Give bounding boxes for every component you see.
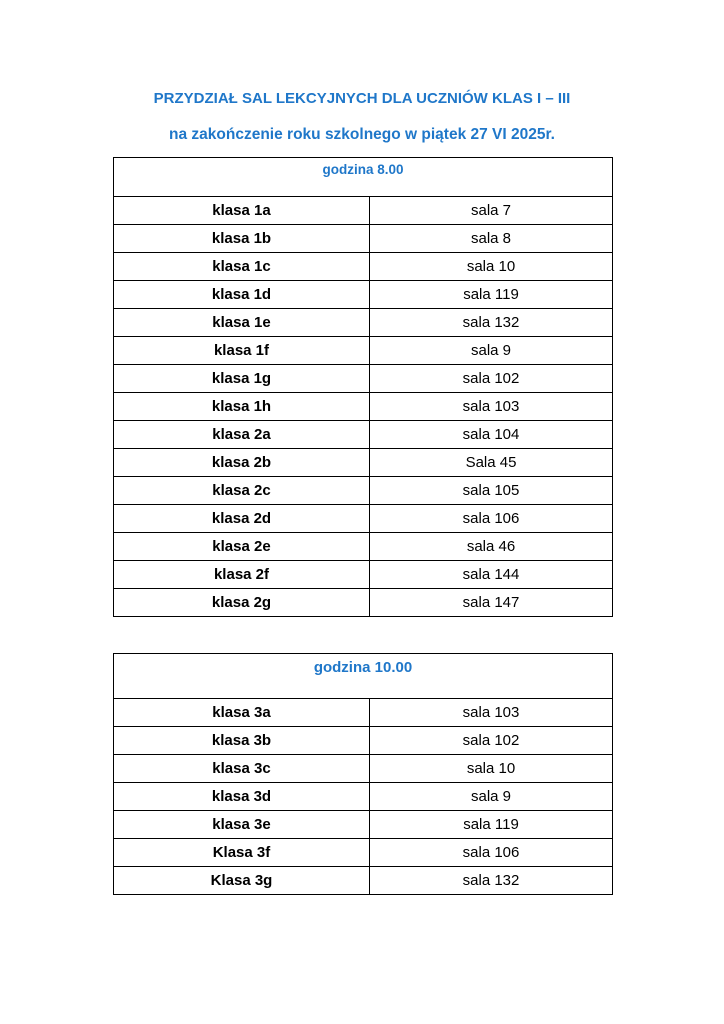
class-name-cell: klasa 1c	[114, 253, 370, 281]
room-cell: sala 106	[370, 839, 613, 867]
class-name-cell: klasa 3c	[114, 755, 370, 783]
table-row	[114, 253, 613, 281]
room-cell: sala 147	[370, 589, 613, 617]
class-name-cell: klasa 3d	[114, 783, 370, 811]
room-cell: sala 119	[370, 811, 613, 839]
room-cell: sala 106	[370, 505, 613, 533]
table-row	[114, 533, 613, 561]
class-name-cell: klasa 1h	[114, 393, 370, 421]
room-cell: sala 10	[370, 253, 613, 281]
class-name-cell: klasa 1b	[114, 225, 370, 253]
class-name-cell: klasa 2c	[114, 477, 370, 505]
room-cell: sala 10	[370, 755, 613, 783]
class-name-cell: klasa 1g	[114, 365, 370, 393]
class-name-cell: klasa 1f	[114, 337, 370, 365]
room-cell: sala 103	[370, 699, 613, 727]
room-cell: sala 102	[370, 727, 613, 755]
class-name-cell: klasa 2d	[114, 505, 370, 533]
table-row	[114, 449, 613, 477]
class-name-cell: klasa 1d	[114, 281, 370, 309]
class-name-cell: klasa 1e	[114, 309, 370, 337]
room-cell: sala 46	[370, 533, 613, 561]
room-cell: sala 9	[370, 337, 613, 365]
table-row	[114, 393, 613, 421]
room-cell: sala 102	[370, 365, 613, 393]
session-header-row	[114, 158, 613, 197]
table-row	[114, 337, 613, 365]
table-row	[114, 589, 613, 617]
session-hour: godzina 10.00	[114, 654, 613, 699]
table-row	[114, 505, 613, 533]
room-cell: sala 132	[370, 309, 613, 337]
class-name-cell: klasa 3a	[114, 699, 370, 727]
class-name-cell: Klasa 3g	[114, 867, 370, 895]
session-table-8	[113, 157, 613, 617]
class-name-cell: Klasa 3f	[114, 839, 370, 867]
session-hour: godzina 8.00	[114, 158, 613, 197]
class-name-cell: klasa 2a	[114, 421, 370, 449]
table-row	[114, 867, 613, 895]
table-row	[114, 755, 613, 783]
table-row	[114, 309, 613, 337]
room-cell: sala 105	[370, 477, 613, 505]
room-cell: sala 132	[370, 867, 613, 895]
table-row	[114, 281, 613, 309]
table-row	[114, 421, 613, 449]
class-name-cell: klasa 3b	[114, 727, 370, 755]
class-name-cell: klasa 2b	[114, 449, 370, 477]
table-row	[114, 811, 613, 839]
room-cell: sala 144	[370, 561, 613, 589]
table-row	[114, 699, 613, 727]
table-row	[114, 477, 613, 505]
class-name-cell: klasa 2e	[114, 533, 370, 561]
table-row	[114, 225, 613, 253]
room-cell: sala 9	[370, 783, 613, 811]
room-cell: sala 103	[370, 393, 613, 421]
room-cell: sala 119	[370, 281, 613, 309]
table-row	[114, 197, 613, 225]
room-cell: Sala 45	[370, 449, 613, 477]
table-row	[114, 727, 613, 755]
session-table-10	[113, 653, 613, 895]
table-row	[114, 561, 613, 589]
document-subtitle: na zakończenie roku szkolnego w piątek 27 VI 2025r.	[169, 126, 555, 143]
room-cell: sala 104	[370, 421, 613, 449]
table-row	[114, 783, 613, 811]
class-name-cell: klasa 2g	[114, 589, 370, 617]
document-title: PRZYDZIAŁ SAL LEKCYJNYCH DLA UCZNIÓW KLAS I – III	[153, 90, 571, 107]
session-header-row	[114, 654, 613, 699]
class-name-cell: klasa 3e	[114, 811, 370, 839]
table-row	[114, 839, 613, 867]
table-row	[114, 365, 613, 393]
room-cell: sala 7	[370, 197, 613, 225]
class-name-cell: klasa 1a	[114, 197, 370, 225]
room-cell: sala 8	[370, 225, 613, 253]
class-name-cell: klasa 2f	[114, 561, 370, 589]
